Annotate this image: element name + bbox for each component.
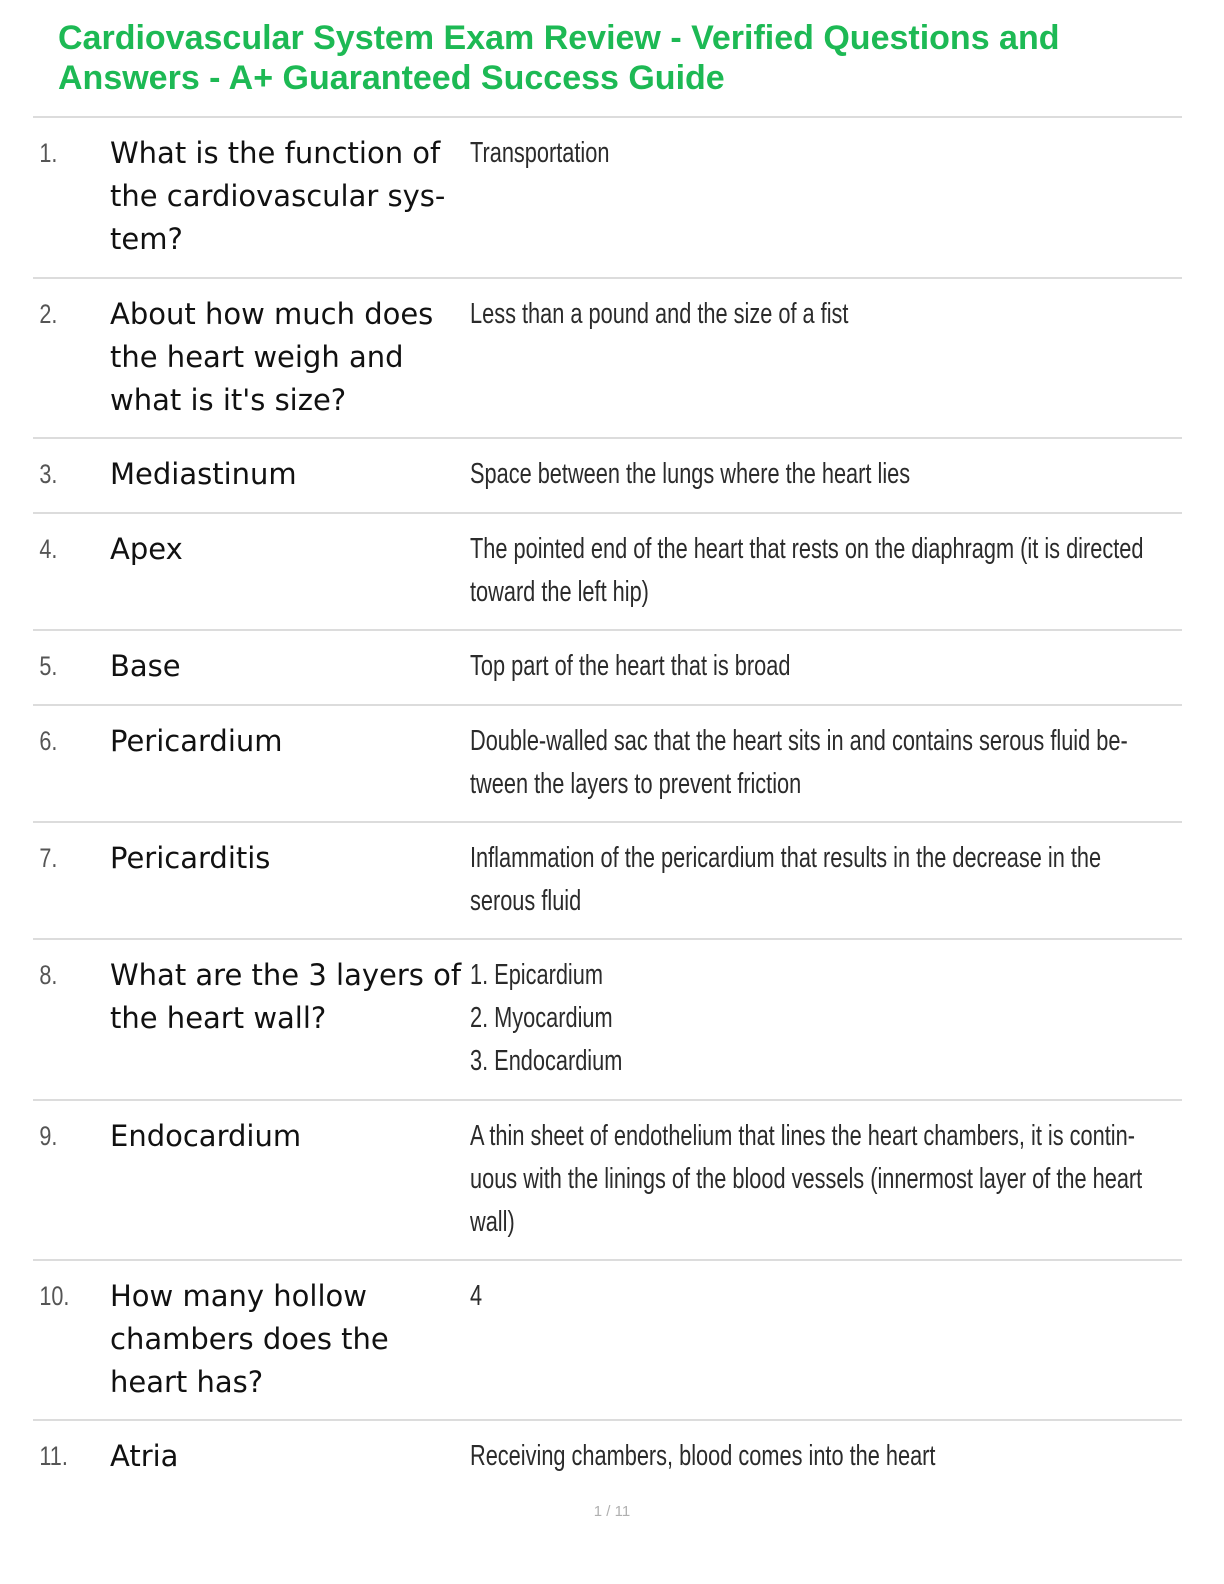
qa-row <box>33 823 1182 940</box>
item-term: Endocardium <box>110 1119 302 1153</box>
item-definition: 1. Epicardium 2. Myocardium 3. Endocardium <box>470 959 623 1077</box>
qa-row <box>33 514 1182 631</box>
page-number: 1 / 11 <box>593 1503 631 1520</box>
item-term: Pericarditis <box>110 841 271 875</box>
item-number: 8. <box>39 960 58 990</box>
item-definition: Double-walled sac that the heart sits in and contains serous fluid be- tween the layers to prevent friction <box>470 725 1128 800</box>
item-number: 3. <box>39 459 58 489</box>
item-definition: Top part of the heart that is broad <box>470 650 791 682</box>
item-term: What are the 3 layers of the heart wall? <box>110 958 462 1035</box>
item-number: 7. <box>39 843 58 873</box>
item-term: How many hollow chambers does the heart has? <box>110 1279 389 1399</box>
item-term: Base <box>110 649 181 683</box>
qa-row <box>33 706 1182 823</box>
item-number: 2. <box>39 299 58 329</box>
item-number: 1. <box>39 138 58 168</box>
item-definition: The pointed end of the heart that rests on the diaphragm (it is directed toward the left hip) <box>470 533 1144 608</box>
qa-row <box>33 439 1182 514</box>
item-number: 9. <box>39 1121 58 1151</box>
item-number: 5. <box>39 651 58 681</box>
qa-row <box>33 1101 1182 1261</box>
item-number: 4. <box>39 534 58 564</box>
qa-list <box>33 116 1182 1493</box>
qa-row <box>33 631 1182 706</box>
item-definition: 4 <box>470 1280 483 1312</box>
item-term: About how much does the heart weigh and what is it's size? <box>110 297 434 417</box>
item-definition: A thin sheet of endothelium that lines the heart chambers, it is contin- uous with the linings of the blood vessels (innermost layer of the heart wall) <box>470 1120 1143 1238</box>
item-definition: Transportation <box>470 137 610 169</box>
item-term: Atria <box>110 1439 179 1473</box>
item-number: 6. <box>39 726 58 756</box>
qa-row <box>33 1261 1182 1421</box>
item-term: Pericardium <box>110 724 283 758</box>
item-number: 10. <box>39 1281 70 1311</box>
qa-row <box>33 940 1182 1101</box>
item-definition: Less than a pound and the size of a fist <box>470 298 849 330</box>
item-definition: Inflammation of the pericardium that results in the decrease in the serous fluid <box>470 842 1102 917</box>
qa-row <box>33 1421 1182 1493</box>
document-title: Cardiovascular System Exam Review - Verified Questions and Answers - A+ Guaranteed Success Guide <box>58 19 1060 97</box>
item-definition: Space between the lungs where the heart lies <box>470 458 911 490</box>
qa-row <box>33 118 1182 279</box>
qa-row <box>33 279 1182 439</box>
item-number: 11. <box>39 1441 68 1471</box>
item-term: What is the function of the cardiovascular sys- tem? <box>110 136 446 256</box>
item-term: Mediastinum <box>110 457 297 491</box>
item-term: Apex <box>110 532 183 566</box>
item-definition: Receiving chambers, blood comes into the heart <box>470 1440 936 1472</box>
